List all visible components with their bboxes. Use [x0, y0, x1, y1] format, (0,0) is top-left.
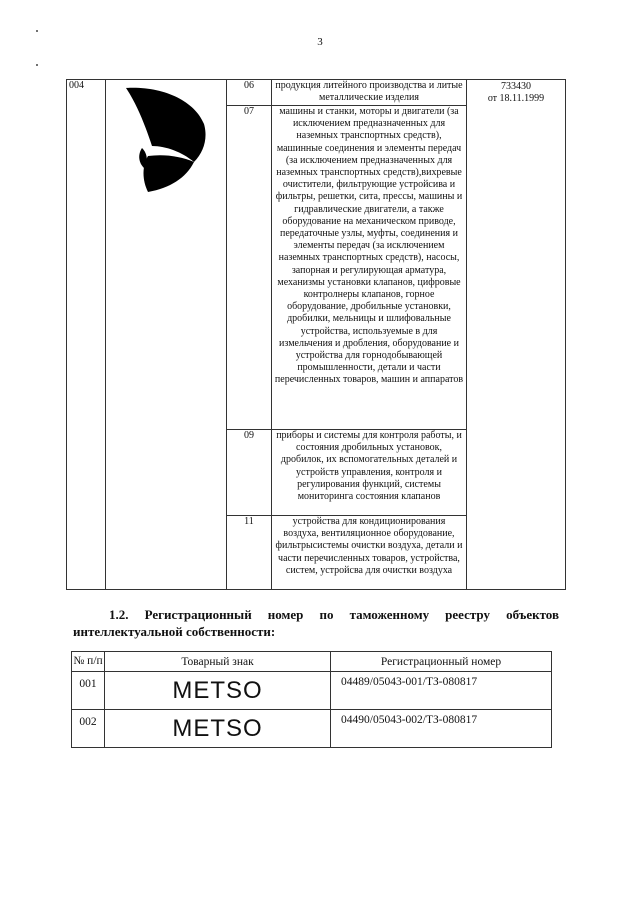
registration-number: 733430 — [501, 81, 531, 92]
class-number: 11 — [227, 516, 272, 590]
trademark-word: METSO — [105, 672, 331, 710]
class-number: 06 — [227, 80, 272, 106]
section-heading — [73, 606, 559, 640]
section-number: 1.2. — [109, 607, 129, 622]
section-title: Регистрационный номер по таможенному реестру объектов интеллектуальной собственности: — [73, 607, 560, 639]
registry-number: 04490/05043-002/ТЗ-080817 — [331, 710, 552, 748]
goods-classes-table — [66, 79, 566, 590]
class-number: 07 — [227, 106, 272, 430]
row-number: 001 — [72, 672, 105, 710]
trademark-logo-cell — [106, 80, 227, 590]
entry-number: 004 — [67, 80, 106, 590]
scan-speck — [36, 64, 38, 66]
class-number: 09 — [227, 430, 272, 516]
trademark-word: METSO — [105, 710, 331, 748]
table-row — [72, 710, 552, 748]
goods-description: продукция литейного производства и литые металлические изделия — [272, 80, 467, 106]
table-row — [67, 80, 566, 106]
trademark-logo-image — [108, 82, 226, 202]
goods-description: приборы и системы для контроля работы, и состояния дробильных установок, дробилок, их вспомогательных деталей и устройств управления, контроля и регулирования функций, системы мониторинга состояния клапанов — [272, 430, 467, 516]
page-number: 3 — [317, 36, 323, 48]
row-number: 002 — [72, 710, 105, 748]
registration-cell — [467, 80, 566, 590]
column-header-num: № п/п — [72, 652, 105, 672]
goods-description: машины и станки, моторы и двигатели (за исключением предназначенных для наземных транспортных средств), машинные соединения и элементы передач (за исключением предназначенных для наземных транспортных средств),вихревые очистители, фильтрующие устройсива и фильтры, решетки, сита, прессы, машины и гидравлические двигатели, а также оборудование на механическом приводе, передаточные узлы, муфты, соединения и элементы передач (за исключением наземных транспортных средств), насосы, запорная и регулирующая арматура, механизмы установки клапанов, цифровые контролнеры клапанов, горное оборудование, дробильные установки, дробилки, мельницы и шлифовальные устройства, используемые в для измельчения и дробления, оборудование и устройства для горнодобывающей промышленности, детали и части перечисленных товаров, машин и аппаратов — [272, 106, 467, 430]
goods-description: устройства для кондиционирования воздуха, вентиляционное оборудование, фильтрысистемы очистки воздуха, детали и части перечисленных товаров, устройства, систем, устройсва для очистки воздуха — [272, 516, 467, 590]
registry-number: 04489/05043-001/ТЗ-080817 — [331, 672, 552, 710]
registry-table — [71, 651, 552, 748]
scan-speck — [36, 30, 38, 32]
column-header-reg: Регистрационный номер — [331, 652, 552, 672]
column-header-mark: Товарный знак — [105, 652, 331, 672]
registration-date: от 18.11.1999 — [487, 93, 545, 105]
table-header-row — [72, 652, 552, 672]
table-row — [72, 672, 552, 710]
